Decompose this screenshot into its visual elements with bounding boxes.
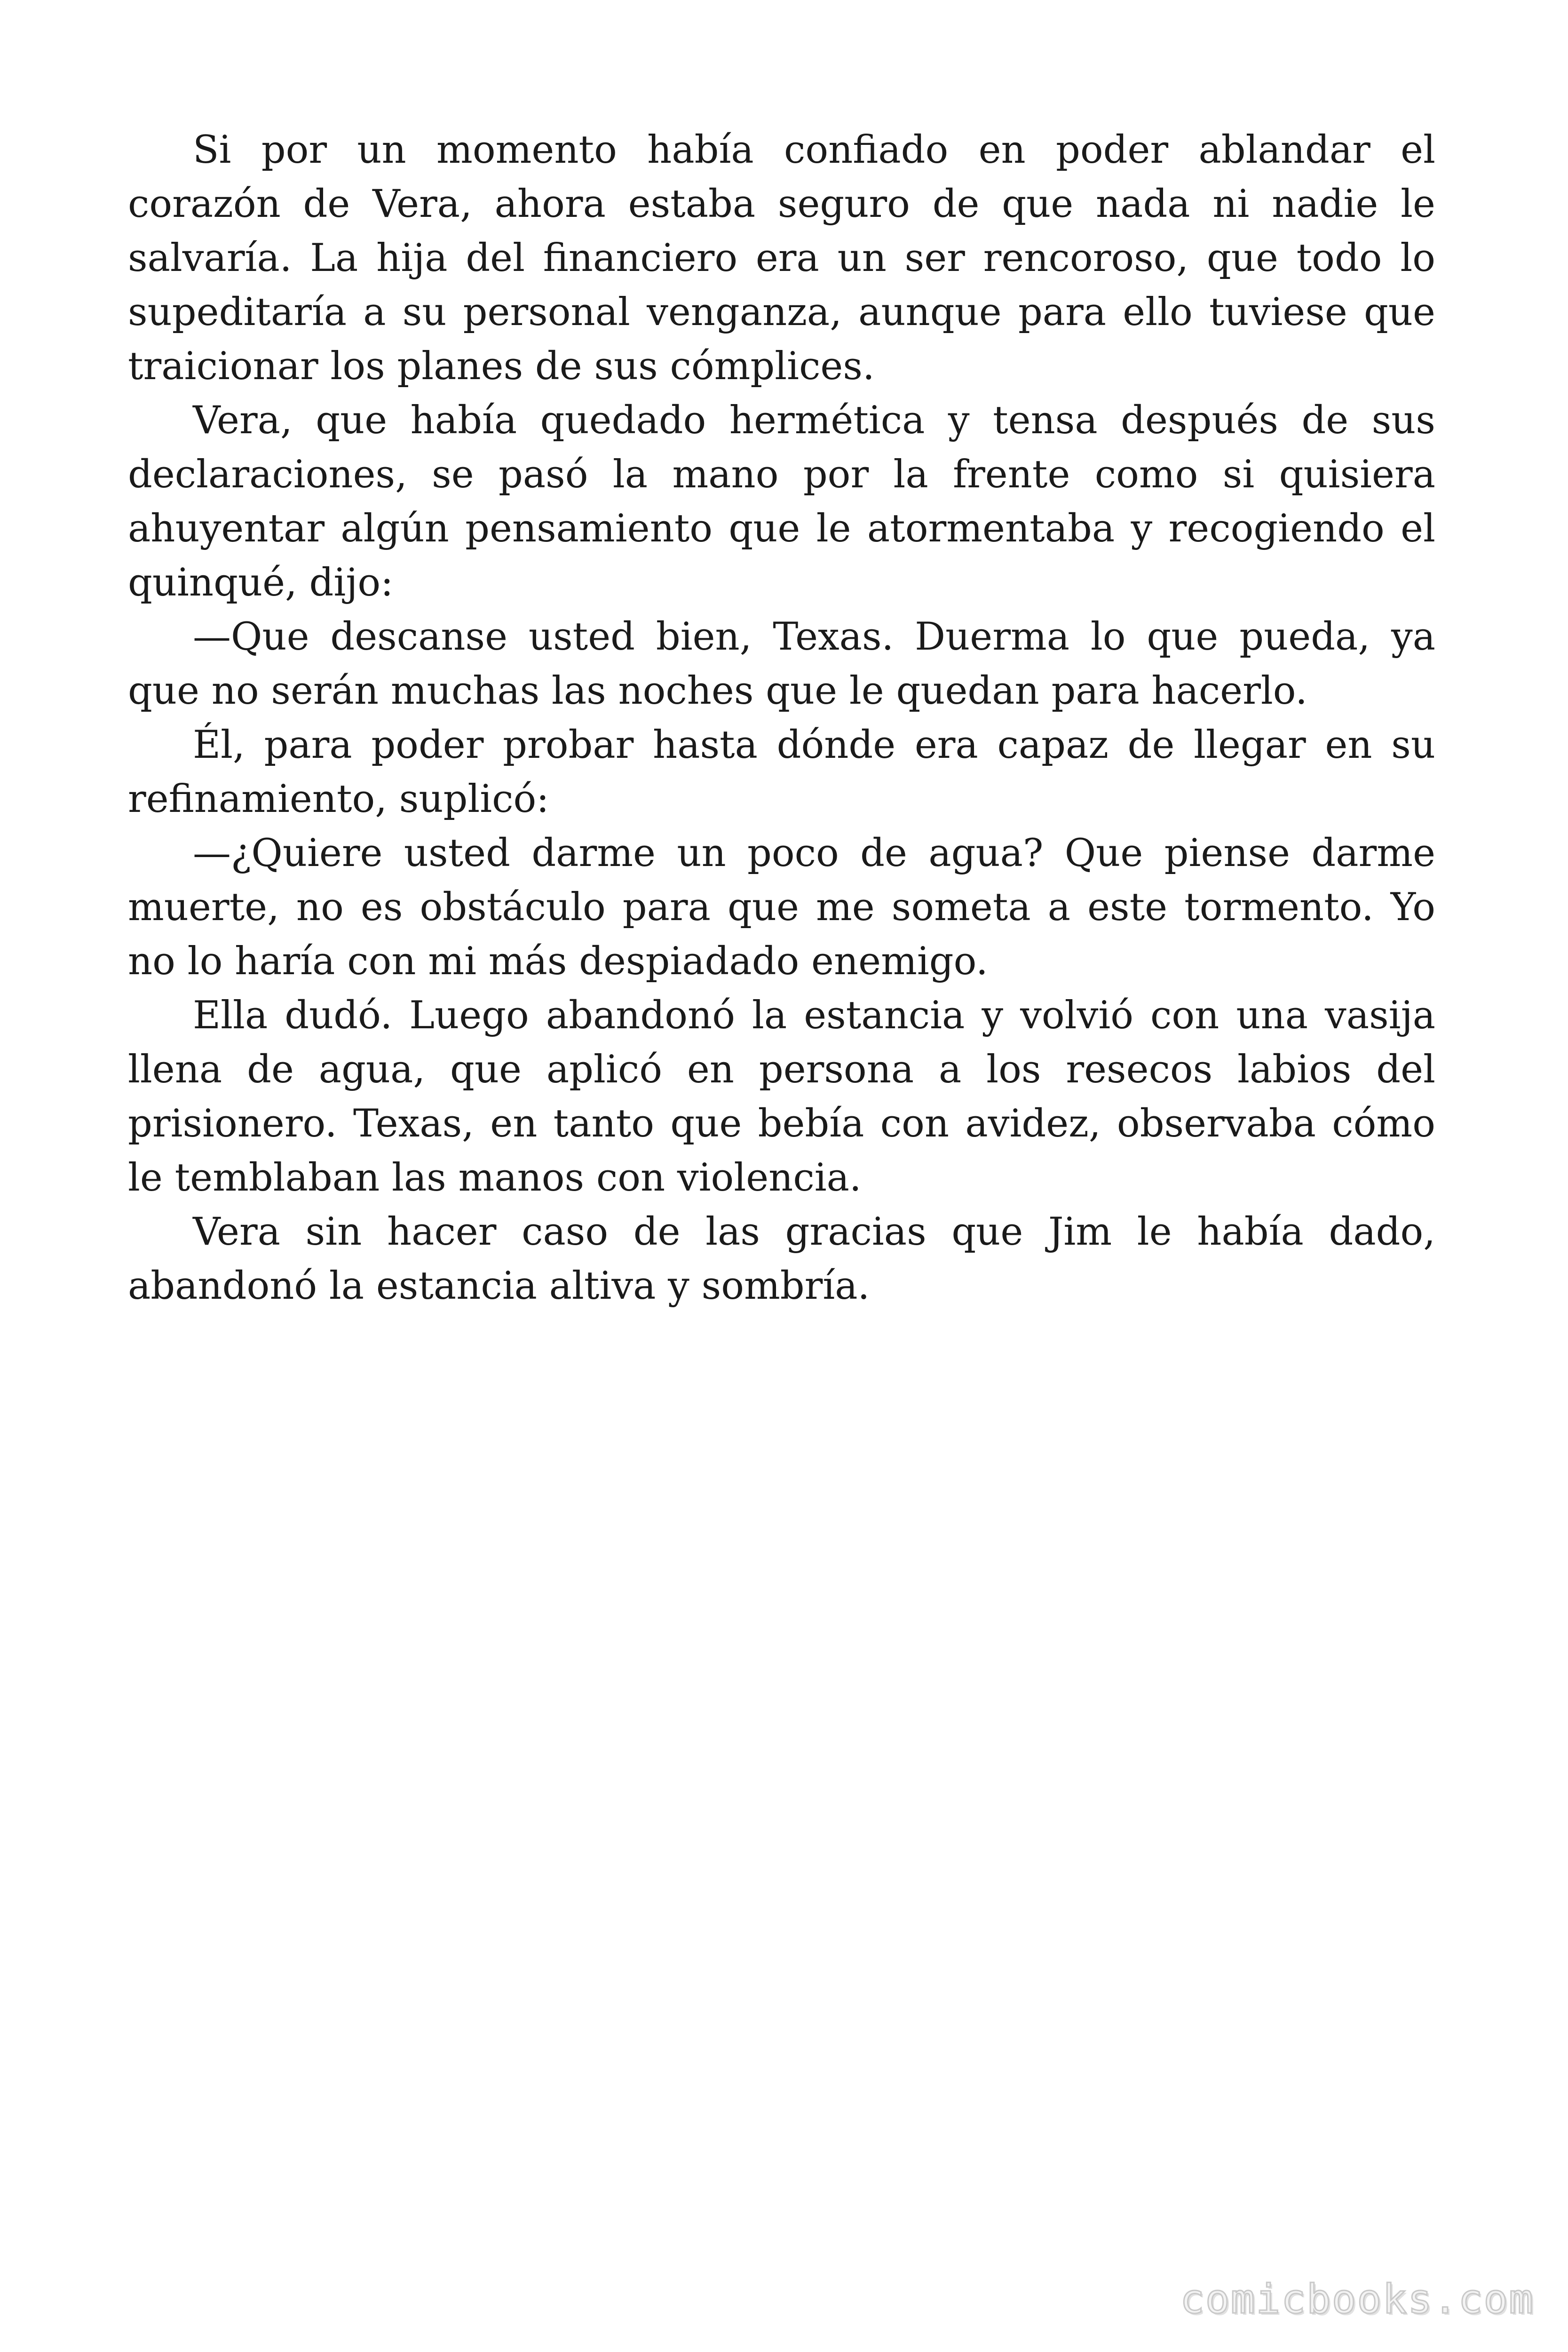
paragraph: Él, para poder probar hasta dónde era capaz de llegar en su refinamiento, suplicó: [128, 723, 1435, 821]
watermark: comicbooks.com [1180, 2276, 1534, 2323]
paragraph: —Que descanse usted bien, Texas. Duerma lo que pueda, ya que no serán muchas las noches que le quedan para hacerlo. [128, 615, 1435, 713]
paragraph: —¿Quiere usted darme un poco de agua? Que piense darme muerte, no es obstáculo para que me someta a este tormento. Yo no lo haría con mi más despiadado enemigo. [128, 831, 1435, 984]
paragraph: Ella dudó. Luego abandonó la estancia y volvió con una vasija llena de agua, que aplicó en persona a los resecos labios del prisionero. Texas, en tanto que bebía con avidez, observaba cómo le temblaban las manos con violencia. [128, 993, 1435, 1200]
paragraph: Si por un momento había confiado en poder ablandar el corazón de Vera, ahora estaba seguro de que nada ni nadie le salvaría. La hija del financiero era un ser rencoroso, que todo lo supeditaría a su personal venganza, aunque para ello tuviese que traicionar los planes de sus cómplices. [128, 128, 1435, 389]
paragraph: Vera, que había quedado hermética y tensa después de sus declaraciones, se pasó la mano por la frente como si quisiera ahuyentar algún pensamiento que le atormentaba y recogiendo el quinqué, dijo: [128, 398, 1435, 605]
paragraph: Vera sin hacer caso de las gracias que Jim le había dado, abandonó la estancia altiva y sombría. [128, 1210, 1435, 1308]
body-text [128, 123, 1435, 1313]
